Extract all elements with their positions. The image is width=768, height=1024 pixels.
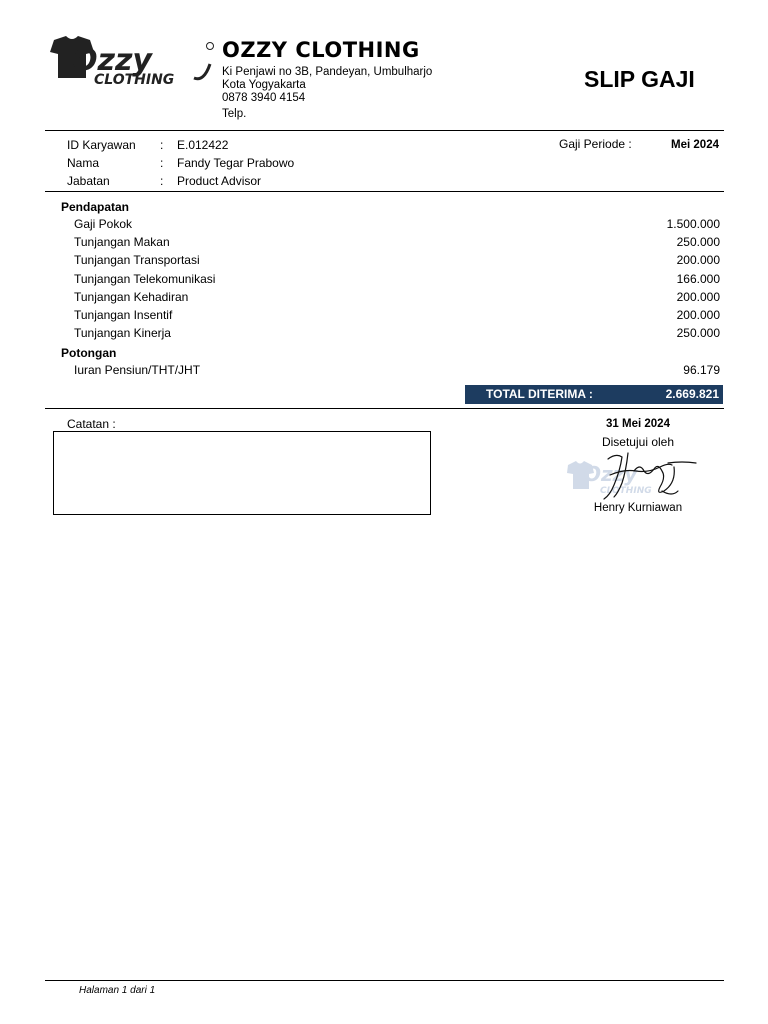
total-value: 2.669.821 (665, 387, 719, 401)
earning-label: Tunjangan Transportasi (74, 253, 200, 267)
deductions-heading: Potongan (61, 346, 117, 360)
company-address-line2: Kota Yogyakarta (222, 79, 306, 91)
earning-label: Tunjangan Telekomunikasi (74, 272, 216, 286)
colon: : (160, 156, 164, 170)
earning-label: Tunjangan Insentif (74, 308, 173, 322)
earning-amount: 200.000 (676, 253, 720, 267)
period-value: Mei 2024 (671, 139, 719, 151)
earning-amount: 200.000 (676, 290, 720, 304)
divider (45, 191, 724, 192)
earning-label: Tunjangan Kehadiran (74, 290, 189, 304)
approval-date: 31 Mei 2024 (606, 418, 670, 430)
employee-id-value: E.012422 (177, 138, 229, 152)
employee-position-label: Jabatan (67, 174, 110, 188)
notes-label: Catatan : (67, 417, 116, 431)
divider (45, 408, 724, 409)
earning-label: Gaji Pokok (74, 217, 133, 231)
earning-amount: 1.500.000 (666, 217, 720, 231)
colon: : (160, 174, 164, 188)
svg-text:CLOTHING: CLOTHING (94, 72, 175, 88)
earnings-heading: Pendapatan (61, 200, 130, 214)
svg-text:Ozzy: Ozzy (584, 462, 638, 486)
company-telp-label: Telp. (222, 108, 247, 120)
deduction-label: Iuran Pensiun/THT/JHT (74, 363, 201, 377)
earning-amount: 250.000 (676, 235, 720, 249)
employee-name-value: Fandy Tegar Prabowo (177, 156, 295, 170)
company-logo (44, 34, 216, 94)
company-address-line1: Ki Penjawi no 3B, Pandeyan, Umbulharjo (222, 66, 433, 78)
svg-text:CLOTHING: CLOTHING (600, 486, 652, 496)
total-label: TOTAL DITERIMA : (486, 387, 593, 401)
approved-by-label: Disetujui oleh (601, 435, 675, 449)
employee-position-value: Product Advisor (177, 174, 262, 188)
page-info: Halaman 1 dari 1 (79, 985, 156, 996)
colon: : (160, 138, 164, 152)
approver-name: Henry Kurniawan (593, 502, 683, 514)
svg-text:Ozzy: Ozzy (72, 43, 152, 78)
employee-id-label: ID Karyawan (67, 138, 136, 152)
signature-image (564, 447, 700, 505)
company-name: OZZY CLOTHING (222, 38, 420, 62)
company-phone: 0878 3940 4154 (222, 92, 306, 104)
footer-divider (45, 980, 724, 981)
earning-amount: 250.000 (676, 326, 720, 340)
earning-amount: 200.000 (676, 308, 720, 322)
total-bar (465, 385, 723, 404)
divider (45, 130, 724, 131)
document-title: SLIP GAJI (584, 66, 695, 92)
earning-amount: 166.000 (676, 272, 720, 286)
notes-box (53, 431, 431, 515)
deduction-amount: 96.179 (683, 363, 720, 377)
earning-label: Tunjangan Makan (74, 235, 170, 249)
period-label: Gaji Periode : (559, 137, 632, 151)
employee-name-label: Nama (67, 156, 100, 170)
earning-label: Tunjangan Kinerja (74, 326, 171, 340)
